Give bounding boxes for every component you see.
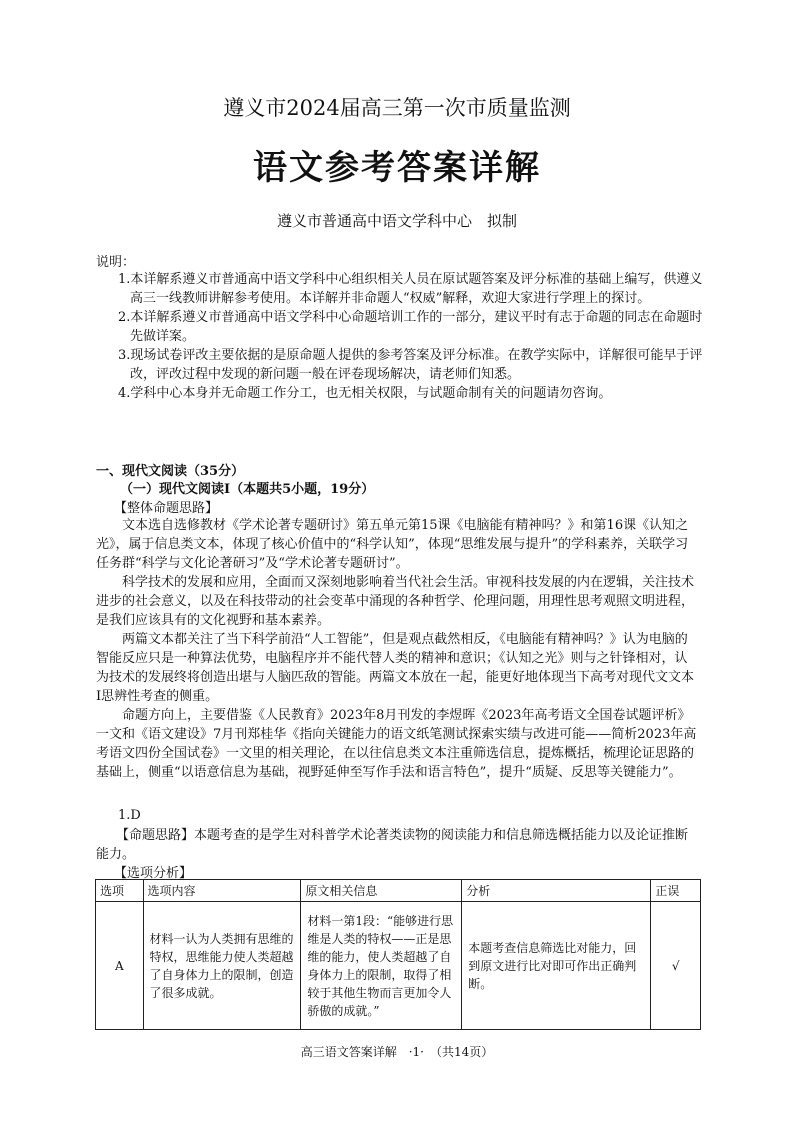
- document-title: 语文参考答案详解: [253, 148, 541, 188]
- body-paragraph: 科学技术的发展和应用，全面而又深刻地影响着当代社会生活。审视科技发展的内在逻辑，关注技术进步的社会意义，以及在科技带动的社会变革中涌现的各种哲学、伦理问题，用理性思考观照文明进程，是我们应该具有的文化视野和基本素养。: [96, 575, 695, 628]
- column-header: 选项内容: [143, 880, 301, 902]
- table-row: [96, 902, 701, 1030]
- options-table: [95, 879, 701, 1030]
- option-verdict: √: [651, 902, 701, 1030]
- option-source: 材料一第1段：“能够进行思维是人类的特权——正是思维的能力，使人类超越了自身体力上的限制，取得了相较于其他生物而言更加令人骄傲的成就。”: [301, 902, 462, 1030]
- column-header: 分析: [462, 880, 651, 902]
- document-author: 遵义市普通高中语文学科中心 拟制: [276, 212, 517, 230]
- section-heading: 一、现代文阅读（35分）: [96, 464, 245, 479]
- option-letter: A: [96, 902, 144, 1030]
- overall-label: 【整体命题思路】: [114, 501, 219, 516]
- notes-list: [118, 270, 708, 403]
- document-subtitle: 遵义市2024届高三第一次市质量监测: [223, 96, 571, 120]
- page-footer: 高三语文答案详解 ·1· （共14页）: [300, 1045, 494, 1059]
- question-answer: 1.D: [118, 808, 141, 823]
- column-header: 选项: [96, 880, 144, 902]
- note-item: 1.本详解系遵义市普通高中语文学科中心组织相关人员在原试题答案及评分标准的基础上编写，供遵义高三一线教师讲解参考使用。本详解并非命题人“权威”解释，欢迎大家进行学理上的探讨。: [118, 272, 703, 306]
- notes-label: 说明：: [96, 255, 136, 270]
- body-paragraph: 文本选自选修教材《学术论著专题研讨》第五单元第15课《电脑能有精神吗？》和第16课《认知之光》，属于信息类文本，体现了核心价值中的“科学认知”，体现“思维发展与提升”的学科素养，关联学习任务群“科学与文化论著研习”及“学术论著专题研讨”。: [96, 518, 689, 571]
- note-item: 2.本详解系遵义市普通高中语文学科中心命题培训工作的一部分，建议平时有志于命题的同志在命题时先做详案。: [118, 310, 703, 344]
- option-content: 材料一认为人类拥有思维的特权，思维能力使人类超越了自身体力上的限制，创造了很多成就。: [143, 902, 301, 1030]
- note-item: 4.学科中心本身并无命题工作分工，也无相关权限，与试题命制有关的问题请勿咨询。: [118, 386, 612, 401]
- column-header: 正误: [651, 880, 701, 902]
- question-idea: 【命题思路】本题考查的是学生对科普学术论著类读物的阅读能力和信息筛选概括能力以及论证推断能力。: [96, 828, 689, 862]
- column-header: 原文相关信息: [301, 880, 462, 902]
- body-paragraph: 命题方向上，主要借鉴《人民教育》2023年8月刊发的李煜晖《2023年高考语文全国卷试题评析》一文和《语文建设》7月刊郑桂华《指向关键能力的语文纸笔测试探索实绩与改进可能——简析2023年高考语文四份全国试卷》一文里的相关理论，在以往信息类文本注重筛选信息，提炼概括，梳理论证思路的基础上，侧重“以语意信息为基础，视野延伸至写作手法和语言特色”，提升“质疑、反思等关键能力”。: [96, 708, 697, 780]
- body-paragraph: 两篇文本都关注了当下科学前沿“人工智能”，但是观点截然相反，《电脑能有精神吗？》认为电脑的智能反应只是一种算法优势，电脑程序并不能代替人类的精神和意识；《认知之光》则与之针锋相对，认为技术的发展终将创造出堪与人脑匹敌的智能。两篇文本放在一起，能更好地体现当下高考对现代文文本Ⅰ思辨性考查的侧重。: [96, 632, 695, 704]
- note-item: 3.现场试卷评改主要依据的是原命题人提供的参考答案及评分标准。在教学实际中，详解很可能早于评改，评改过程中发现的新问题一般在评卷现场解决，请老师们知悉。: [118, 348, 703, 382]
- table-header-row: [96, 880, 701, 902]
- option-analysis: 本题考查信息筛选比对能力，回到原文进行比对即可作出正确判断。: [462, 902, 651, 1030]
- analysis-label: 【选项分析】: [114, 866, 193, 881]
- section-subheading: （一）现代文阅读Ⅰ（本题共5小题，19分）: [120, 482, 375, 497]
